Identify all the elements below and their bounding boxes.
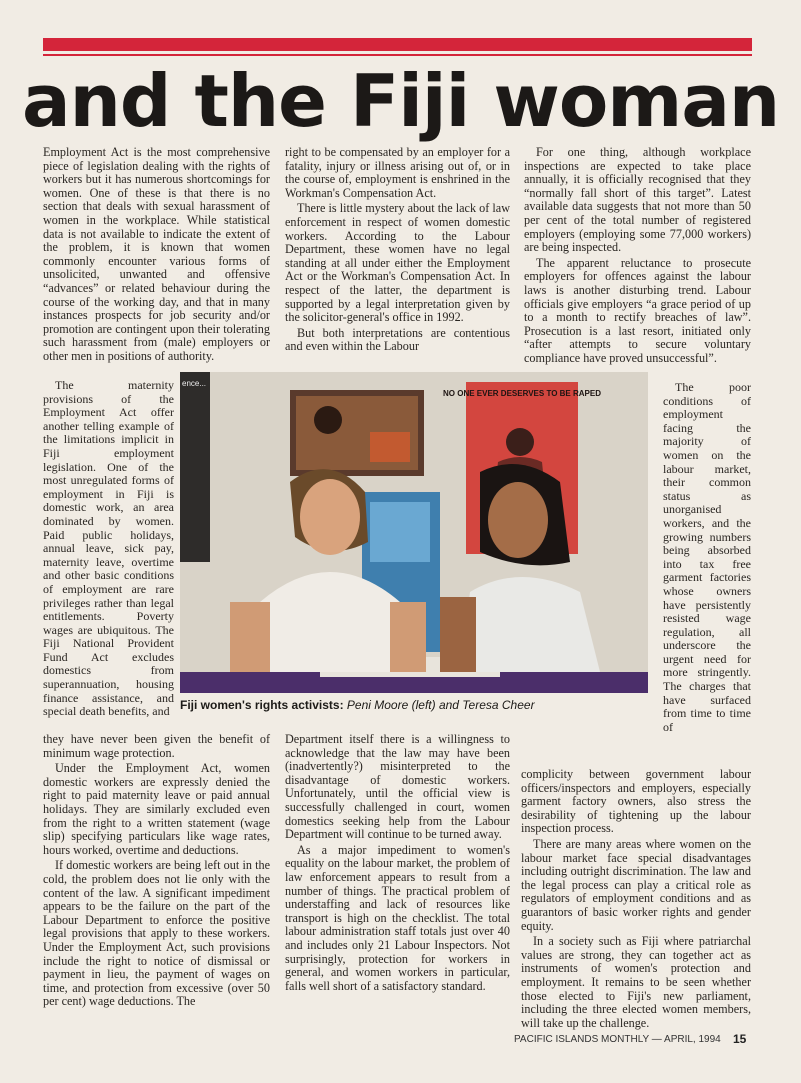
caption-text: Peni Moore (left) and Teresa Cheer bbox=[346, 698, 535, 712]
paragraph: right to be compensated by an employer for a fatality, injury or illness arising out of, or in the course of, employment is enshrined in the Workman's Compensation Act. bbox=[285, 145, 510, 200]
column-1-middle bbox=[43, 379, 174, 733]
publication-footer: PACIFIC ISLANDS MONTHLY — APRIL, 1994 bbox=[514, 1034, 721, 1045]
column-1-top bbox=[43, 146, 270, 374]
article-headline: and the Fiji woman bbox=[22, 59, 780, 143]
paragraph: There is little mystery about the lack of law enforcement in respect of women domestic workers. According to the Labour Department, these women have no legal standing at all under either the Employment Act or the Workman's Compensation Act. In respect of the latter, the department is supported by a legal interpretation given by the solicitor-general's office in 1992. bbox=[285, 201, 510, 325]
column-2-top bbox=[285, 146, 510, 366]
paragraph: For one thing, although workplace inspections are expected to take place annually, it is officially recognised that they “normally fall short of this target”. Latest available data suggests that not more than 50 per cent of the total number of registered employers (employing some 77,000 workers) are being inspected. bbox=[524, 145, 751, 255]
paragraph: If domestic workers are being left out in the cold, the problem does not lie only with the content of the law. A significant impediment appears to be the failure on the part of the Labour Department to enforce the positive legal provisions that apply to these workers. Under the Employment Act, such provisions include the right to notice of dismissal or payment in lieu, the payment of wages on time, and protection from excessive (over 50 per cent) wage deductions. The bbox=[43, 858, 270, 1009]
paragraph: Under the Employment Act, women domestic workers are expressly denied the right to paid maternity leave or paid annual holidays. They are similarly excluded even from the right to a written statement (wage slip) specifying particulars like wage rates, hours worked, overtime and deductions. bbox=[43, 761, 270, 857]
column-1-bottom bbox=[43, 733, 270, 1021]
header-red-bar bbox=[43, 38, 752, 51]
paragraph: There are many areas where women on the labour market face special disadvantages including outright discrimination. The law and the legal process can play a critical role as regulators of employment conditions and as guarantors of basic worker rights and gender equity. bbox=[521, 836, 751, 933]
column-3-top bbox=[524, 146, 751, 378]
paragraph: As a major impediment to women's equality on the labour market, the problem of law enforcement appears to result from a number of things. The practical problem of understaffing and lack of resources like transport is high on the checklist. The total labour administration staff totals just over 40 and includes only 21 Labour Inspectors. Not surprisingly, protection for workers in general, and women workers in particular, falls well short of a satisfactory standard. bbox=[285, 842, 510, 993]
paragraph: The apparent reluctance to prosecute employers for offences against the labour laws is another disturbing trend. Labour officials give employers “a grace period of up to a month to rectify breaches of law”. Prosecution is a last resort, initiated only “after attempts to secure voluntary compliance have proved unsuccessful”. bbox=[524, 255, 751, 365]
page-number: 15 bbox=[733, 1032, 747, 1046]
paragraph: they have never been given the benefit of minimum wage protection. bbox=[43, 732, 270, 760]
photo-caption bbox=[180, 697, 648, 713]
paragraph: The poor conditions of employment facing the majority of women on the labour market, their common status as unorganised workers, and the growing numbers being absorbed into tax free garment factories whose owners have persistently resisted wage regulation, all underscore the urgent need for more stringently. The charges that have surfaced from time to time of bbox=[663, 380, 751, 734]
column-2-bottom bbox=[285, 733, 510, 1021]
column-3-middle bbox=[663, 381, 751, 765]
caption-label: Fiji women's rights activists: bbox=[180, 698, 344, 712]
paragraph: But both interpretations are contentious and even within the Labour bbox=[285, 325, 510, 354]
column-3-bottom bbox=[521, 767, 751, 1030]
paragraph: Department itself there is a willingness to acknowledge that the law may have been (inadvertently?) misinterpreted to the disadvantage of domestic workers. Unfortunately, until the official view is successfully challenged in court, women domestics seeking help from the Labour Department will continue to be turned away. bbox=[285, 732, 510, 842]
left-sign-text: ence... bbox=[182, 379, 207, 388]
paragraph: The maternity provisions of the Employment Act offer another telling example of the limitations implicit in Fiji employment legislation. One of the most unregulated forms of employment in Fiji is domestic work, an area dominated by women. Paid public holidays, annual leave, sick pay, maternity leave, overtime and other basic conditions of employment are rare privileges rather than legal entitlements. Poverty wages are ubiquitous. The Fiji National Provident Fund Act excludes domestics from superannuation, housing finance assistance, and special death benefits, and bbox=[43, 378, 174, 719]
article-photo bbox=[180, 372, 648, 693]
paragraph: complicity between government labour officers/inspectors and employers, especially garment factory owners, also stress the desirability of tightening up the labour inspection process. bbox=[521, 767, 751, 836]
paragraph: Employment Act is the most comprehensive piece of legislation dealing with the rights of workers but it has numerous shortcomings for women. One of these is that there is no section that deals with sexual harassment of women in the workplace. While statistical data is not available to indicate the extent of the problem, it is known that women commonly encounter various forms of unsolicited, unwanted and offensive “advances” or related behaviour during the course of the working day, and that in many instances prospects for job security and/or promotion are contingent upon their tolerating such harassment from (male) employers or other men in positions of authority. bbox=[43, 145, 270, 363]
paragraph: In a society such as Fiji where patriarchal values are strong, they can together act as instruments of women's protection and employment. It remains to be seen whether those elected to Fiji's new parliament, including the three elected women members, will take up the challenge. bbox=[521, 934, 751, 1030]
poster-text: NO ONE EVER DESERVES TO BE RAPED bbox=[443, 389, 601, 398]
